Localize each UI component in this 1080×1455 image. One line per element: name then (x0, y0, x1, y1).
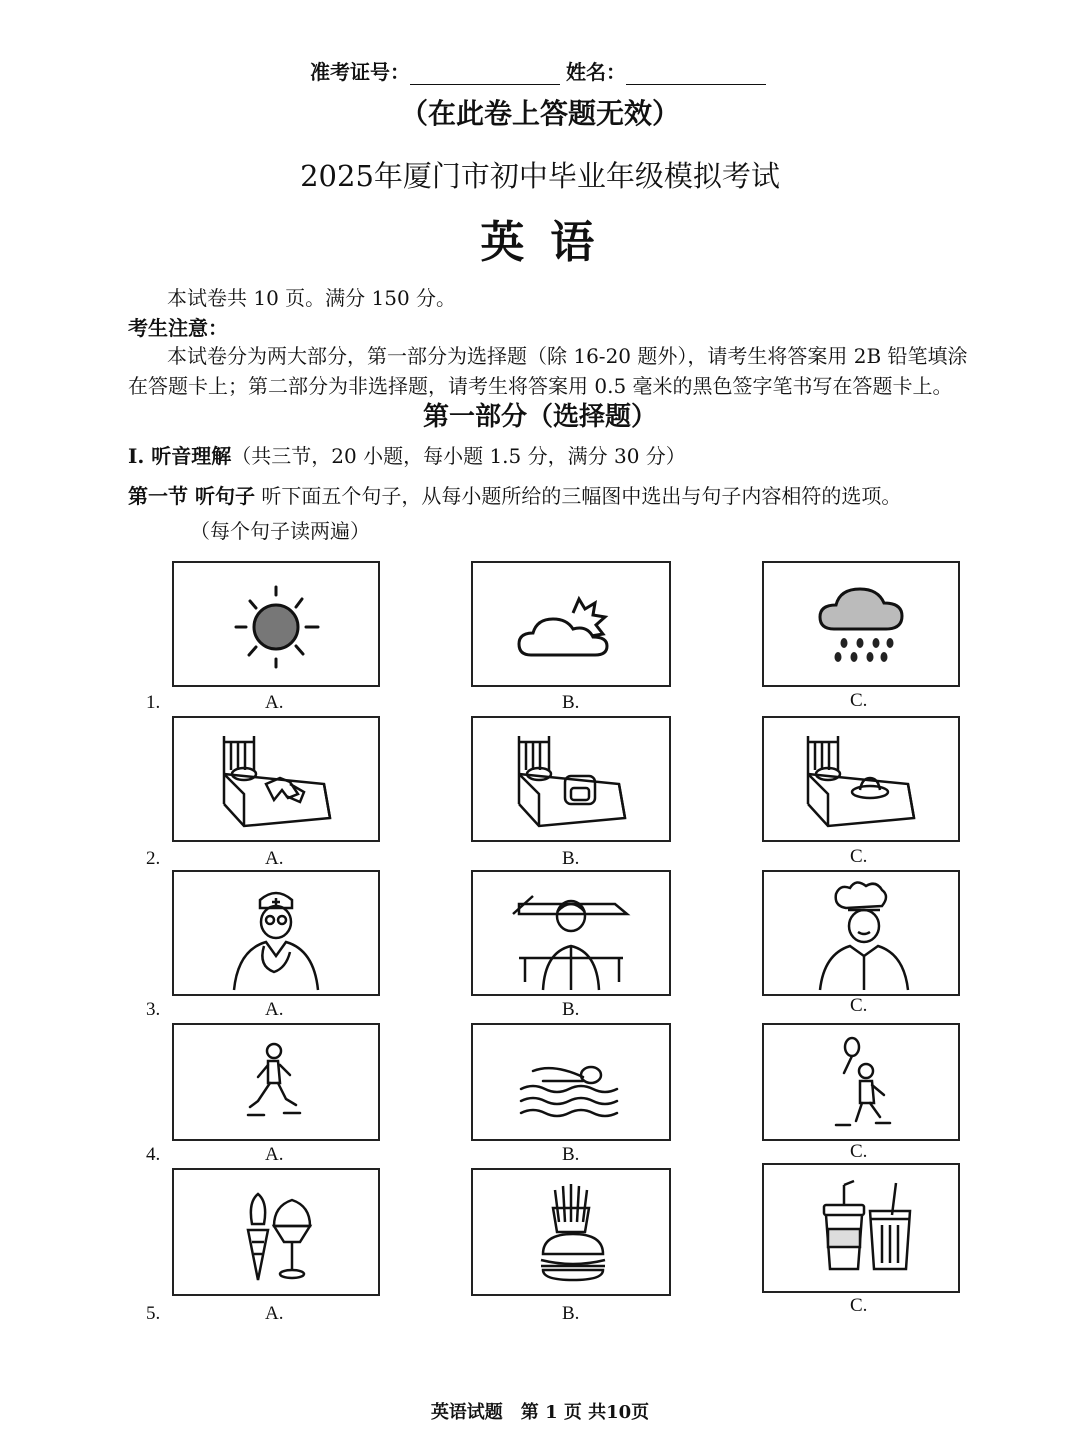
option-label: A. (265, 1144, 284, 1165)
cloud-sun-icon (473, 563, 669, 685)
option-label: C. (850, 690, 868, 711)
exam-title: 2025年厦门市初中毕业年级模拟考试 (300, 159, 780, 193)
option-image-q5-a[interactable] (172, 1168, 380, 1296)
subject-title: 英 语 (480, 217, 600, 268)
option-image-q5-c[interactable] (762, 1163, 960, 1293)
option-label: B. (562, 1303, 580, 1324)
ice-cream-icon (174, 1170, 378, 1294)
option-label: A. (265, 999, 284, 1020)
option-image-q3-a[interactable] (172, 870, 380, 996)
notice-line-1: 本试卷分为两大部分，第一部分为选择题（除 16-20 题外），请考生将答案用 2B 铅笔填涂 (167, 344, 968, 368)
option-image-q2-b[interactable] (471, 716, 671, 842)
option-label: B. (562, 692, 580, 713)
section-1-desc: 听下面五个句子，从每小题所给的三幅图中选出与句子内容相符的选项。 (261, 484, 902, 508)
option-image-q1-a[interactable] (172, 561, 380, 687)
exam-id-field[interactable] (410, 64, 560, 85)
option-label: C. (850, 1295, 868, 1316)
question-number: 1. (146, 692, 161, 713)
rain-cloud-icon (764, 563, 958, 685)
option-label: A. (265, 1303, 284, 1324)
option-label: C. (850, 846, 868, 867)
section-I-label: I. 听音理解 (128, 444, 232, 468)
exam-info-row (310, 56, 766, 85)
option-image-q1-b[interactable] (471, 561, 671, 687)
option-label: A. (265, 692, 284, 713)
notice-label: 考生注意： (128, 316, 228, 340)
option-image-q3-b[interactable] (471, 870, 671, 996)
section-1-heading (128, 480, 901, 509)
option-label: B. (562, 999, 580, 1020)
name-field[interactable] (626, 64, 766, 85)
pilot-icon (473, 872, 669, 994)
option-label: C. (850, 1141, 868, 1162)
option-image-q4-c[interactable] (762, 1023, 960, 1141)
bed-with-hat-icon (764, 718, 958, 840)
bed-with-clothes-icon (174, 718, 378, 840)
swimmer-icon (473, 1025, 669, 1139)
question-number: 2. (146, 848, 161, 869)
question-number: 5. (146, 1303, 161, 1324)
name-label: 姓名： (566, 60, 626, 84)
option-image-q4-a[interactable] (172, 1023, 380, 1141)
section-1-note: （每个句子读两遍） (190, 519, 370, 543)
fries-burger-icon (473, 1170, 669, 1294)
section-I-heading (128, 440, 686, 469)
option-image-q5-b[interactable] (471, 1168, 671, 1296)
notice-line-2: 在答题卡上；第二部分为非选择题，请考生将答案用 0.5 毫米的黑色签字笔书写在答题卡上。 (128, 374, 953, 398)
option-image-q3-c[interactable] (762, 870, 960, 996)
question-number: 4. (146, 1144, 161, 1165)
running-boy-icon (174, 1025, 378, 1139)
option-image-q1-c[interactable] (762, 561, 960, 687)
page-footer: 英语试题 第 1 页 共10页 (430, 1402, 650, 1423)
doctor-icon (174, 872, 378, 994)
part1-title: 第一部分（选择题） (422, 402, 657, 432)
option-image-q2-a[interactable] (172, 716, 380, 842)
option-label: B. (562, 1144, 580, 1165)
exam-id-label: 准考证号： (310, 60, 410, 84)
option-label: A. (265, 848, 284, 869)
pages-score-text: 本试卷共 10 页。满分 150 分。 (167, 286, 457, 310)
option-label: C. (850, 995, 868, 1016)
chef-icon (764, 872, 958, 994)
bed-with-backpack-icon (473, 718, 669, 840)
section-I-desc: （共三节，20 小题，每小题 1.5 分，满分 30 分） (231, 444, 686, 468)
option-image-q2-c[interactable] (762, 716, 960, 842)
option-image-q4-b[interactable] (471, 1023, 671, 1141)
drinks-icon (764, 1165, 958, 1291)
option-label: B. (562, 848, 580, 869)
question-number: 3. (146, 999, 161, 1020)
badminton-boy-icon (764, 1025, 958, 1139)
invalid-note: （在此卷上答题无效） (399, 97, 680, 130)
section-1-label: 第一节 听句子 (128, 484, 255, 508)
sun-icon (174, 563, 378, 685)
